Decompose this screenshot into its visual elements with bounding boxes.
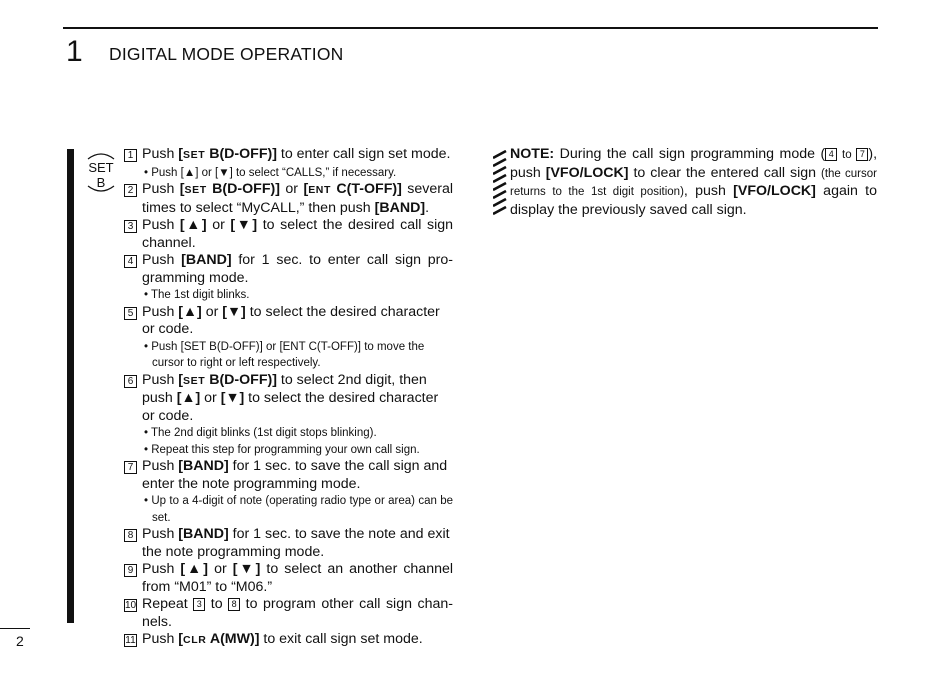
step-number: 7: [124, 461, 137, 474]
step-1: [124, 146, 453, 165]
key-function: SET: [184, 184, 207, 196]
step-text: Push: [142, 146, 179, 162]
key-function: CLR: [183, 634, 207, 646]
note-text: , push: [683, 183, 734, 199]
section-side-bar: [67, 149, 74, 623]
key-name: B(D-OFF)]: [205, 146, 277, 162]
step-text: Repeat: [142, 596, 194, 612]
key-name: [▲]: [176, 390, 201, 406]
chapter-number: 1: [66, 35, 83, 68]
step-text: Push: [142, 252, 182, 268]
step-text: Push: [142, 217, 180, 233]
step-number: 6: [124, 375, 137, 388]
note-text: to clear the entered call sign: [628, 164, 821, 181]
key-name: C(T-OFF)]: [331, 181, 402, 197]
key-name: [▼]: [232, 561, 261, 577]
note-paragraph: [510, 146, 877, 219]
step-number: 10: [125, 600, 137, 611]
step-4-note: • The 1st digit blinks.: [144, 289, 250, 301]
step-ref: 8: [228, 598, 240, 611]
step-text: Push: [142, 526, 179, 542]
step-5: [124, 304, 453, 339]
step-7-note: • Up to a 4-digit of note (operating radio type or area) can be set.: [144, 495, 453, 524]
step-number: 11: [125, 635, 136, 646]
note-label: NOTE:: [510, 146, 555, 162]
step-text: to select the desired call sign channel.: [142, 217, 454, 251]
step-text: or: [201, 303, 223, 320]
step-text: several times to select “MyCALL,” then push: [142, 181, 454, 216]
set-b-key-icon: [86, 150, 116, 192]
key-name: [▼]: [230, 217, 258, 233]
set-icon-key: B: [96, 175, 106, 190]
key-bracket: [: [179, 181, 185, 197]
step-number: 4: [124, 255, 137, 268]
key-name: [▲]: [180, 561, 209, 577]
chapter-title: DIGITAL MODE OPERATION: [109, 44, 344, 64]
page-number: 2: [16, 633, 24, 649]
key-function: SET: [183, 374, 206, 387]
step-text: or: [279, 181, 304, 197]
note-hatch-icon: [493, 150, 508, 216]
step-number: 2: [124, 184, 137, 197]
step-text: for 1 sec. to enter call sign pro-gramming mode.: [142, 252, 453, 286]
step-text: to: [205, 596, 229, 612]
instruction-steps: [124, 146, 453, 650]
note-text: again to display the previously saved call sign.: [510, 183, 877, 218]
step-6-note-1: • The 2nd digit blinks (1st digit stops blinking).: [144, 427, 377, 439]
step-number: 5: [124, 307, 137, 320]
step-text: to program other call sign chan-nels.: [142, 596, 453, 630]
step-ref: 3: [193, 598, 205, 611]
step-text: for 1 sec. to save the note and exit the note programming mode.: [142, 526, 450, 560]
step-2: [124, 181, 453, 217]
step-6: [124, 372, 453, 426]
key-function: ENT: [308, 184, 331, 196]
step-text: to exit call sign set mode.: [259, 631, 423, 647]
step-text: Push: [142, 303, 179, 320]
key-name: B(D-OFF)]: [205, 371, 277, 388]
key-name: [BAND]: [178, 458, 229, 474]
step-9: [124, 561, 453, 596]
key-bracket: [: [178, 371, 184, 388]
step-text: to enter call sign set mode.: [276, 146, 451, 162]
key-bracket: [: [303, 181, 309, 197]
key-name: [VFO/LOCK]: [545, 164, 629, 181]
step-text: or: [200, 390, 221, 406]
header-rule: [63, 27, 878, 29]
note-text: During the call sign programming mode (: [554, 146, 826, 162]
step-number: 8: [124, 529, 137, 542]
step-text: to select an another channel from “M01” to “M06.”: [142, 561, 454, 595]
step-text: to select the desired character or code.: [142, 303, 440, 337]
key-name: [BAND]: [178, 526, 229, 542]
step-4: [124, 252, 453, 287]
step-text: or: [206, 217, 231, 233]
key-name: [▼]: [222, 303, 246, 320]
step-number: 1: [124, 149, 137, 162]
step-text: or: [208, 561, 233, 577]
step-11: [124, 631, 453, 650]
step-number: 9: [124, 564, 137, 577]
step-text: to select the desired character or code.: [142, 390, 439, 424]
note-aside: (the cursor returns to the 1st digit position): [510, 167, 877, 198]
step-8: [124, 526, 453, 561]
key-name: B(D-OFF)]: [206, 181, 280, 197]
step-text: Push: [142, 371, 179, 388]
key-bracket: [: [178, 146, 184, 162]
key-name: [▼]: [220, 390, 245, 406]
note-text: to: [837, 149, 857, 161]
footer-rule: [0, 628, 30, 629]
key-name: [BAND]: [374, 199, 426, 216]
key-name: [VFO/LOCK]: [733, 183, 816, 199]
step-ref: 7: [856, 148, 868, 161]
step-text: for 1 sec. to save the call sign and enter the note programming mode.: [142, 458, 448, 492]
key-name: [BAND]: [181, 252, 232, 268]
step-text: Push: [142, 631, 179, 647]
step-text: Push: [142, 458, 179, 474]
key-name: [▲]: [179, 217, 207, 233]
step-text: Push: [142, 561, 181, 577]
key-function: SET: [183, 149, 206, 161]
step-6-note-2: • Repeat this step for programming your own call sign.: [144, 443, 420, 456]
step-3: [124, 217, 453, 252]
step-ref: 4: [825, 148, 837, 161]
set-icon-label: SET: [88, 160, 114, 175]
step-5-note: • Push [SET B(D-OFF)] or [ENT C(T-OFF)] to move the cursor to right or left respectively.: [144, 340, 425, 369]
key-name: [▲]: [178, 303, 202, 320]
step-10: [124, 596, 453, 631]
step-text: .: [425, 199, 430, 216]
note-text: ), push: [510, 146, 878, 181]
key-name: A(MW)]: [206, 631, 260, 647]
key-bracket: [: [178, 631, 184, 647]
step-number: 3: [124, 220, 137, 233]
step-1-note: • Push [▲] or [▼] to select “CALLS,” if necessary.: [144, 166, 397, 179]
step-7: [124, 458, 453, 493]
step-text: Push: [142, 181, 180, 197]
step-text: to select 2nd digit, then push: [142, 371, 427, 406]
